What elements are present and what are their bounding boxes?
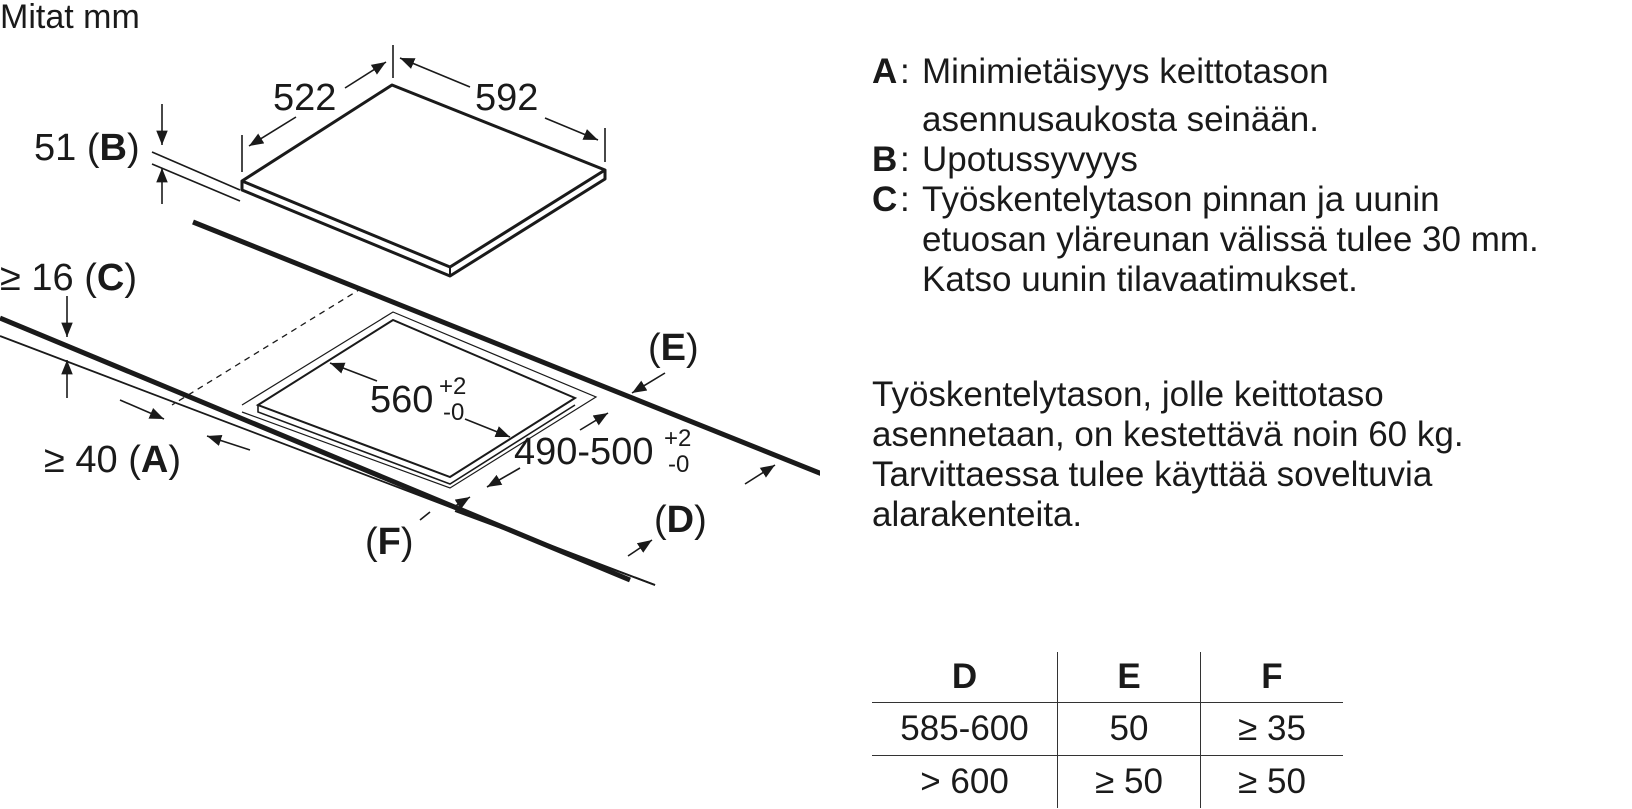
hob-width-label: 592: [475, 77, 539, 119]
table-cell: 585-600: [872, 703, 1058, 756]
recess-label: 51 (B): [34, 127, 140, 169]
legend-colon: :: [900, 52, 910, 91]
cutout-width-tol-minus: -0: [443, 399, 465, 426]
legend-key: C: [872, 180, 898, 219]
hob-depth-arrow-right: [345, 62, 386, 88]
table-cell: 50: [1058, 703, 1201, 756]
e-arrow: [632, 373, 665, 393]
hob-width-arrow-left: [400, 58, 470, 87]
cutout-width-tol-plus: +2: [439, 373, 467, 400]
legend-key: B: [872, 140, 898, 179]
e-label: (E): [648, 327, 699, 369]
d-arrow-left: [628, 540, 652, 556]
legend-item-c: [872, 180, 1632, 300]
wall-projection-dashed: [172, 288, 362, 405]
table-row: [872, 756, 1343, 809]
table-header-row: [872, 652, 1343, 703]
recess-line-top: [152, 152, 240, 190]
table-header-e: E: [1058, 652, 1201, 703]
table-cell: > 600: [920, 762, 1009, 801]
f-arrow: [452, 497, 470, 508]
hob-depth-label: 522: [273, 77, 337, 119]
legend-colon: :: [900, 140, 910, 179]
a-label: ≥ 40 (A): [44, 439, 182, 481]
table-cell: ≥ 35: [1201, 703, 1344, 756]
legend-text: Työskentelytason pinnan ja uunin etuosan yläreunan välissä tulee 30 mm. Katso uunin tilavaatimukset.: [922, 180, 1539, 299]
d-arrow-right: [745, 465, 775, 484]
table-header-d: D: [872, 652, 1058, 703]
hob-depth-arrow-left: [249, 117, 296, 146]
d-label: (D): [654, 499, 707, 541]
legend: [872, 52, 1632, 300]
cutout-depth-label: 490-500: [514, 431, 654, 473]
table-header-f: F: [1201, 652, 1344, 703]
legend-item-b: [872, 140, 1632, 180]
legend-text: Minimietäisyys keittotason asennusaukosta seinään.: [922, 52, 1329, 139]
cutout-depth-tol-plus: +2: [664, 425, 692, 452]
a-arrow-right: [207, 436, 250, 450]
hob-width-arrow-right: [545, 118, 598, 140]
legend-text: Upotussyvyys: [922, 140, 1138, 179]
f-label: (F): [365, 521, 414, 563]
dimension-table: [872, 652, 1343, 808]
units-label: Mitat mm: [0, 0, 140, 36]
a-arrow-left: [120, 400, 164, 419]
table-row: [872, 703, 1343, 756]
recess-line-bottom: [152, 164, 240, 201]
table-cell: ≥ 50: [1058, 756, 1201, 809]
legend-key: A: [872, 52, 898, 91]
c-label: ≥ 16 (C): [0, 257, 138, 299]
cutout-depth-tol-minus: -0: [668, 451, 690, 478]
legend-item-a: [872, 52, 1632, 140]
legend-colon: :: [900, 180, 910, 219]
load-note: Työskentelytason, jolle keittotaso asennetaan, on kestettävä noin 60 kg. Tarvittaessa tulee käyttää soveltuvia alarakenteita.: [872, 375, 1464, 534]
cutout-width-arrow-right: [465, 419, 510, 437]
cutout-depth-arrow-right: [580, 413, 608, 430]
table-cell: ≥ 50: [1201, 756, 1344, 809]
cutout-width-label: 560: [370, 379, 434, 421]
